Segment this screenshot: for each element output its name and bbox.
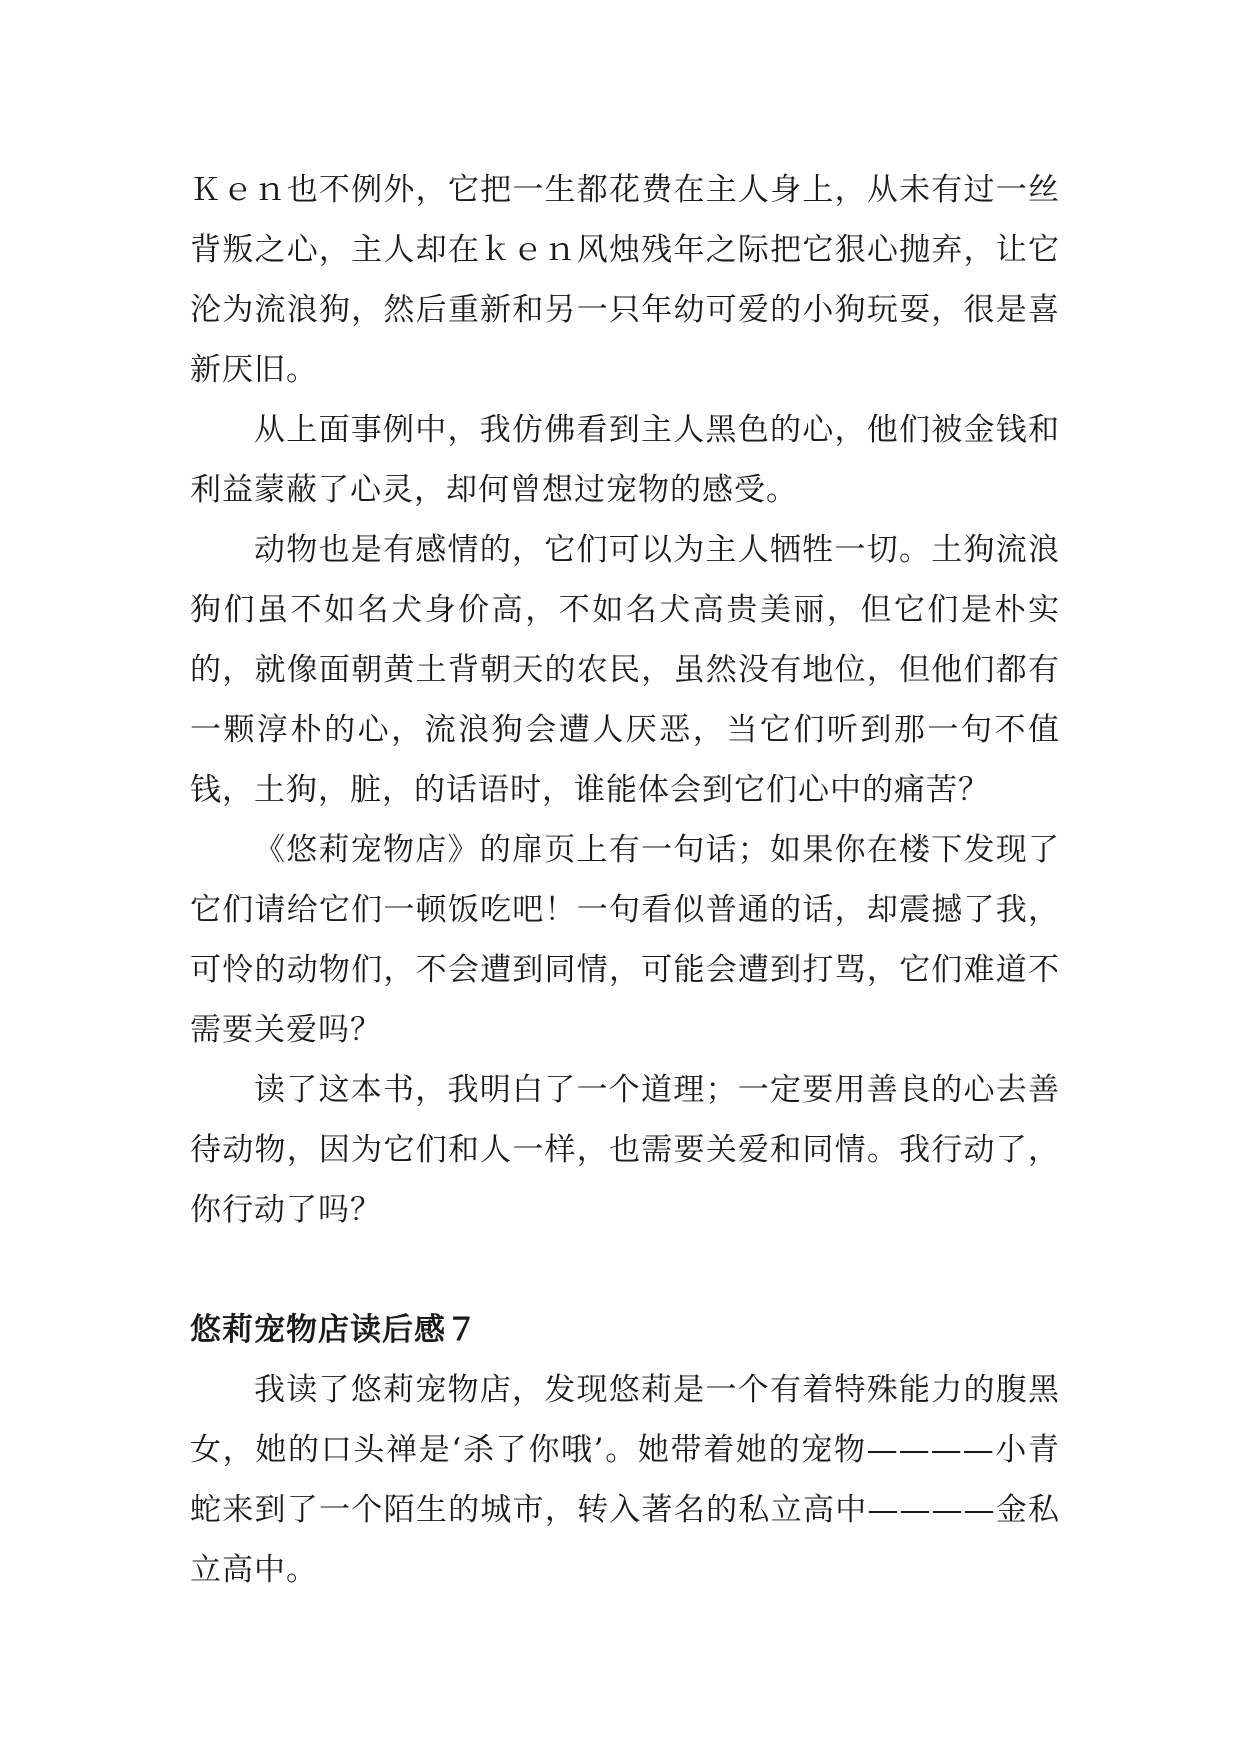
paragraph-title-page-quote: 《悠莉宠物店》的扉页上有一句话；如果你在楼下发现了它们请给它们一顿饭吃吧！一句看似普通的话，却震撼了我，可怜的动物们，不会遭到同情，可能会遭到打骂，它们难道不需要关爱吗？: [190, 832, 1060, 1048]
document-body: [190, 160, 1060, 1600]
paragraph-lesson: 读了这本书，我明白了一个道理；一定要用善良的心去善待动物，因为它们和人一样，也需要关爱和同情。我行动了，你行动了吗？: [190, 1072, 1060, 1228]
paragraph-animal-feelings: 动物也是有感情的，它们可以为主人牺牲一切。土狗流浪狗们虽不如名犬身价高，不如名犬高贵美丽，但它们是朴实的，就像面朝黄土背朝天的农民，虽然没有地位，但他们都有一颗淳朴的心，流浪狗会遭人厌恶，当它们听到那一句不值钱，土狗，脏，的话语时，谁能体会到它们心中的痛苦？: [190, 532, 1060, 808]
paragraph-section-intro: 我读了悠莉宠物店，发现悠莉是一个有着特殊能力的腹黑女，她的口头禅是‘杀了你哦’。她带着她的宠物————小青蛇来到了一个陌生的城市，转入著名的私立高中————金私立高中。: [190, 1372, 1060, 1588]
section-title: 悠莉宠物店读后感７: [190, 1312, 478, 1348]
paragraph-ken: Ｋｅｎ也不例外，它把一生都花费在主人身上，从未有过一丝背叛之心，主人却在ｋｅｎ风烛残年之际把它狠心抛弃，让它沦为流浪狗，然后重新和另一只年幼可爱的小狗玩耍，很是喜新厌旧。: [190, 172, 1060, 388]
section-gap: [190, 1240, 1060, 1300]
paragraph-owner-heart: 从上面事例中，我仿佛看到主人黑色的心，他们被金钱和利益蒙蔽了心灵，却何曾想过宠物的感受。: [190, 412, 1060, 508]
